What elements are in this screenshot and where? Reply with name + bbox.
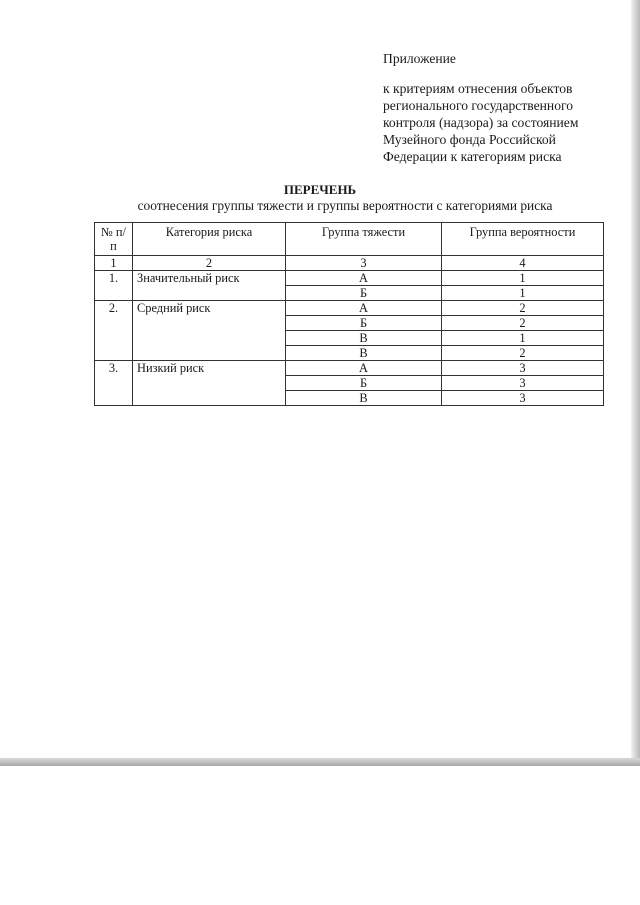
severity-cell: Б (286, 316, 442, 331)
severity-cell: А (286, 301, 442, 316)
risk-table (94, 222, 604, 406)
probability-cell: 3 (442, 376, 604, 391)
severity-cell: А (286, 271, 442, 286)
annex-line: Музейного фонда Российской (383, 132, 556, 147)
severity-cell: В (286, 391, 442, 406)
row-number: 1. (95, 271, 133, 301)
probability-cell: 1 (442, 286, 604, 301)
probability-cell: 1 (442, 271, 604, 286)
probability-cell: 2 (442, 346, 604, 361)
row-number: 2. (95, 301, 133, 361)
index-cell: 1 (95, 256, 133, 271)
table-row (95, 271, 604, 286)
annex-line: к критериям отнесения объектов (383, 81, 573, 96)
severity-cell: А (286, 361, 442, 376)
page-bottom-shadow (0, 758, 640, 766)
annex-block (383, 50, 628, 165)
document-title: ПЕРЕЧЕНЬ (283, 182, 357, 197)
document-subtitle: соотнесения группы тяжести и группы вероятности с категориями риска (137, 198, 553, 213)
risk-category: Средний риск (133, 301, 286, 361)
annex-line: Федерации к категориям риска (383, 149, 562, 164)
header-severity: Группа тяжести (286, 223, 442, 256)
probability-cell: 2 (442, 316, 604, 331)
table-row (95, 361, 604, 376)
probability-cell: 3 (442, 391, 604, 406)
severity-cell: В (286, 346, 442, 361)
page-edge-shadow (631, 0, 640, 766)
table-index-row (95, 256, 604, 271)
probability-cell: 2 (442, 301, 604, 316)
row-number: 3. (95, 361, 133, 406)
annex-line: регионального государственного (383, 98, 574, 113)
index-cell: 3 (286, 256, 442, 271)
risk-category: Значительный риск (133, 271, 286, 301)
annex-title: Приложение (383, 51, 456, 66)
header-num: № п/п (95, 223, 133, 256)
severity-cell: Б (286, 286, 442, 301)
probability-cell: 1 (442, 331, 604, 346)
severity-cell: В (286, 331, 442, 346)
header-category: Категория риска (133, 223, 286, 256)
severity-cell: Б (286, 376, 442, 391)
index-cell: 4 (442, 256, 604, 271)
table-header-row (95, 223, 604, 256)
risk-category: Низкий риск (133, 361, 286, 406)
table-row (95, 301, 604, 316)
header-probability: Группа вероятности (442, 223, 604, 256)
annex-line: контроля (надзора) за состоянием (383, 115, 579, 130)
probability-cell: 3 (442, 361, 604, 376)
index-cell: 2 (133, 256, 286, 271)
